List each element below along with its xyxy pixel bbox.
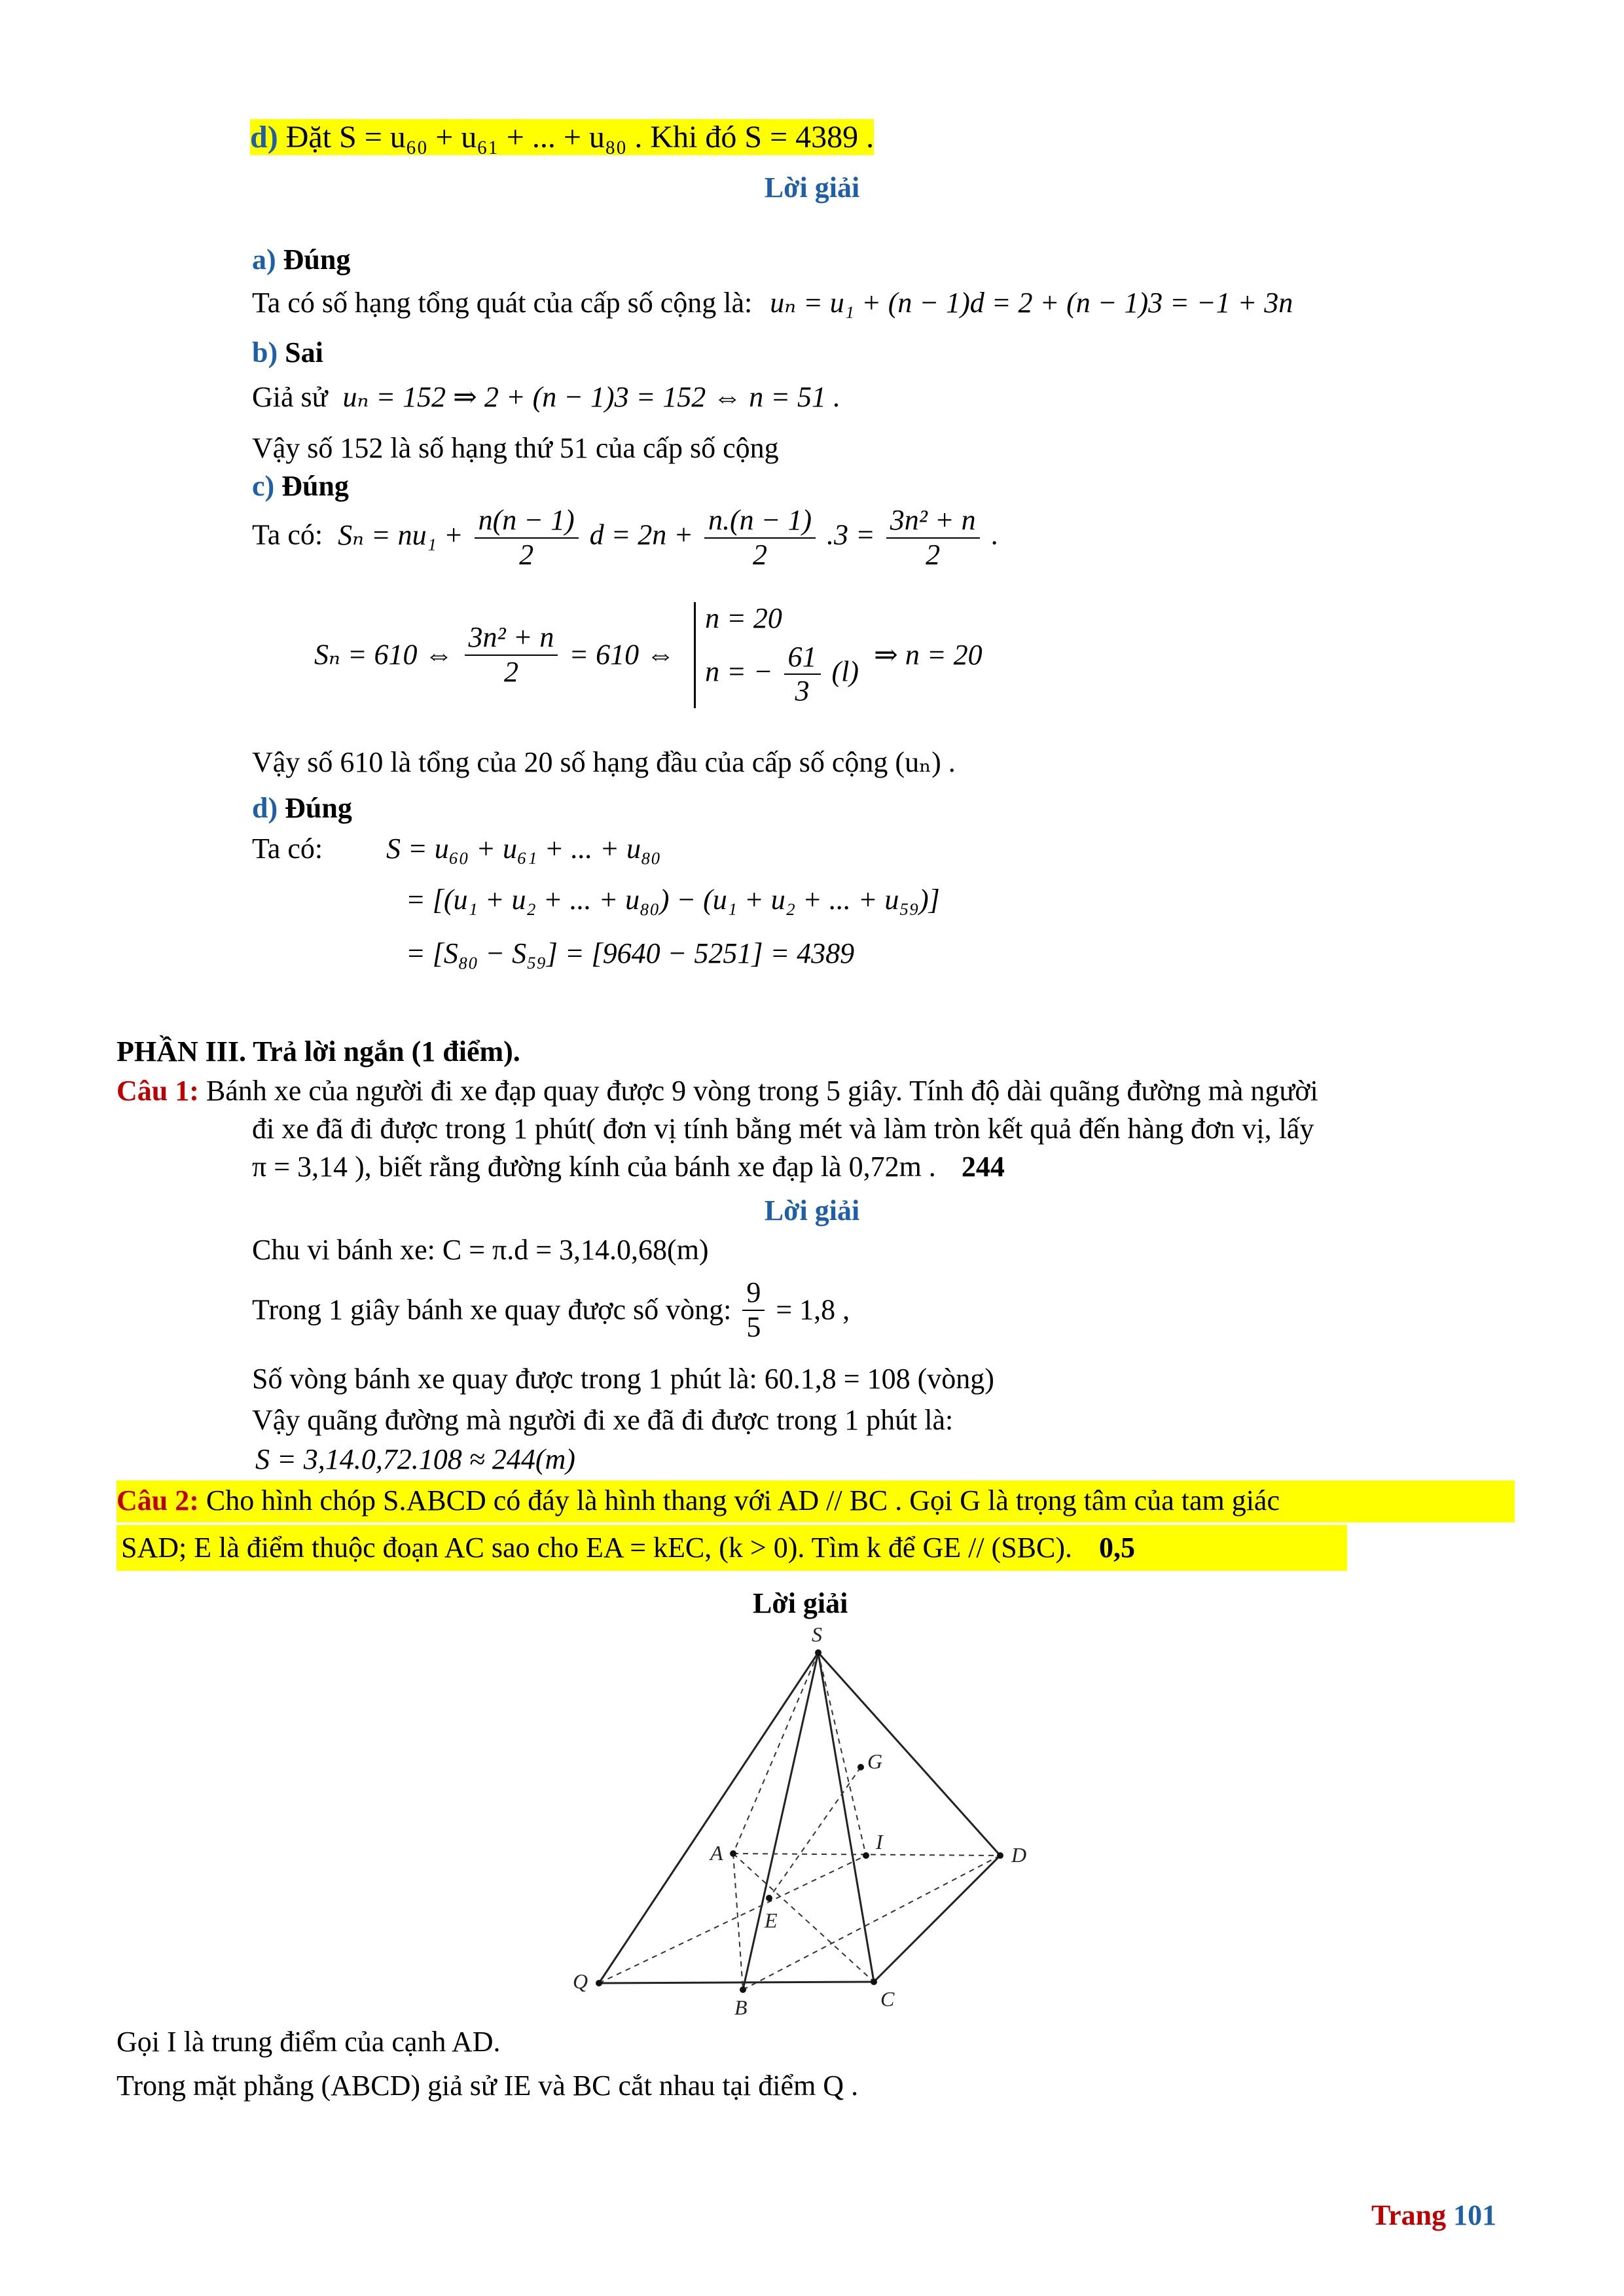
part-c-conclusion: Vậy số 610 là tổng của 20 số hạng đầu của cấp số cộng (uₙ) . (252, 746, 956, 778)
label-Q: Q (573, 1969, 588, 1993)
part-c-header: c) Đúng (252, 470, 349, 502)
page-footer: Trang 101 (1371, 2199, 1497, 2231)
part-d-line3: = [S₈₀ − S₅₉] = [9640 − 5251] = 4389 (406, 937, 855, 969)
solution-heading: Lời giải (764, 171, 860, 204)
part-a-line: Ta có số hạng tổng quát của cấp số cộng là: uₙ = u₁ + (n − 1)d = 2 + (n − 1)3 = −1 + 3n (252, 287, 1293, 319)
label-S: S (812, 1623, 822, 1646)
q2-line1: Câu 2: Cho hình chóp S.ABCD có đáy là hình thang với AD // BC . Gọi G là trọng tâm của tam giác (117, 1484, 1280, 1516)
label-E: E (765, 1909, 778, 1932)
q1-line3: π = 3,14 ), biết rằng đường kính của bánh xe đạp là 0,72m . 244 (252, 1151, 1005, 1183)
part-a-header: a) Đúng (252, 243, 351, 276)
part-d-line2: = [(u₁ + u₂ + ... + u₈₀) − (u₁ + u₂ + ... + u₅₉)] (406, 884, 940, 916)
sum-equation: Sₙ = 610 ⇔ $\frac{\text{3n² + n}}{2}$ = 610 ⇔ n = 20 n = − $\frac{61}{3}$ (l) ⇒ n = 20 (314, 602, 983, 708)
sol1-line2: Trong 1 giây bánh xe quay được số vòng: $\frac{9}{5}$ = 1,8 , (252, 1276, 850, 1343)
part3-heading: PHẦN III. Trả lời ngắn (1 điểm). (117, 1035, 520, 1067)
general-term-formula: uₙ = u₁ + (n − 1)d = 2 + (n − 1)3 = −1 + 3n (770, 287, 1293, 319)
label-C: C (880, 1987, 895, 2011)
solution-heading-2: Lời giải (764, 1194, 860, 1227)
solution-heading-3: Lời giải (753, 1587, 848, 1619)
q1-answer: 244 (961, 1151, 1005, 1183)
q1-line1: Câu 1: Bánh xe của người đi xe đạp quay được 9 vòng trong 5 giây. Tính độ dài quãng đường mà người (117, 1075, 1318, 1107)
sol2-line2: Trong mặt phẳng (ABCD) giả sử IE và BC cắt nhau tại điểm Q . (117, 2070, 859, 2102)
label-B: B (734, 1996, 748, 2016)
d-statement (250, 119, 874, 155)
part-d-header: d) Đúng (252, 792, 352, 824)
sol1-line4: Vậy quãng đường mà người đi xe đã đi được trong 1 phút là: (252, 1404, 954, 1436)
label-A: A (710, 1841, 723, 1865)
label-D: D (1011, 1843, 1027, 1867)
q2-answer: 0,5 (1099, 1532, 1136, 1564)
sol2-line1: Gọi I là trung điểm của cạnh AD. (117, 2026, 501, 2058)
label-G: G (867, 1749, 883, 1773)
sol1-line5: S = 3,14.0,72.108 ≈ 244(m) (255, 1443, 575, 1475)
sol1-line1: Chu vi bánh xe: C = π.d = 3,14.0,68(m) (252, 1234, 709, 1266)
pyramid-figure (563, 1623, 1074, 2016)
q2-line2: SAD; E là điểm thuộc đoạn AC sao cho EA = kEC, (k > 0). Tìm k để GE // (SBC). 0,5 (121, 1532, 1136, 1564)
label-I: I (876, 1830, 883, 1854)
part-b-line2: Vậy số 152 là số hạng thứ 51 của cấp số cộng (252, 432, 779, 464)
q1-line2: đi xe đã đi được trong 1 phút( đơn vị tính bằng mét và làm tròn kết quả đến hàng đơn vị, lấy (252, 1113, 1314, 1145)
part-b-header: b) Sai (252, 336, 323, 368)
case-bracket: n = 20 n = − $\frac{61}{3}$ (l) (694, 602, 859, 708)
d-label: d) (250, 120, 278, 154)
sol1-line3: Số vòng bánh xe quay được trong 1 phút là: 60.1,8 = 108 (vòng) (252, 1363, 994, 1395)
d-statement-text: Đặt S = u₆₀ + u₆₁ + ... + u₈₀ . Khi đó S = 4389 . (285, 120, 875, 154)
part-d-line1: Ta có: S = u₆₀ + u₆₁ + ... + u₈₀ (252, 833, 661, 865)
part-b-line1: Giả sử uₙ = 152 ⇒ 2 + (n − 1)3 = 152 ⇔ n = 51 . (252, 381, 840, 413)
sum-formula: Ta có: Sₙ = nu₁ + $\frac{n(n - 1)}{2}$ d = 2n + $\frac{n.(n - 1)}{2}$ .3 = $\frac{\text{3n² + n}}{2}$ . (252, 504, 998, 571)
